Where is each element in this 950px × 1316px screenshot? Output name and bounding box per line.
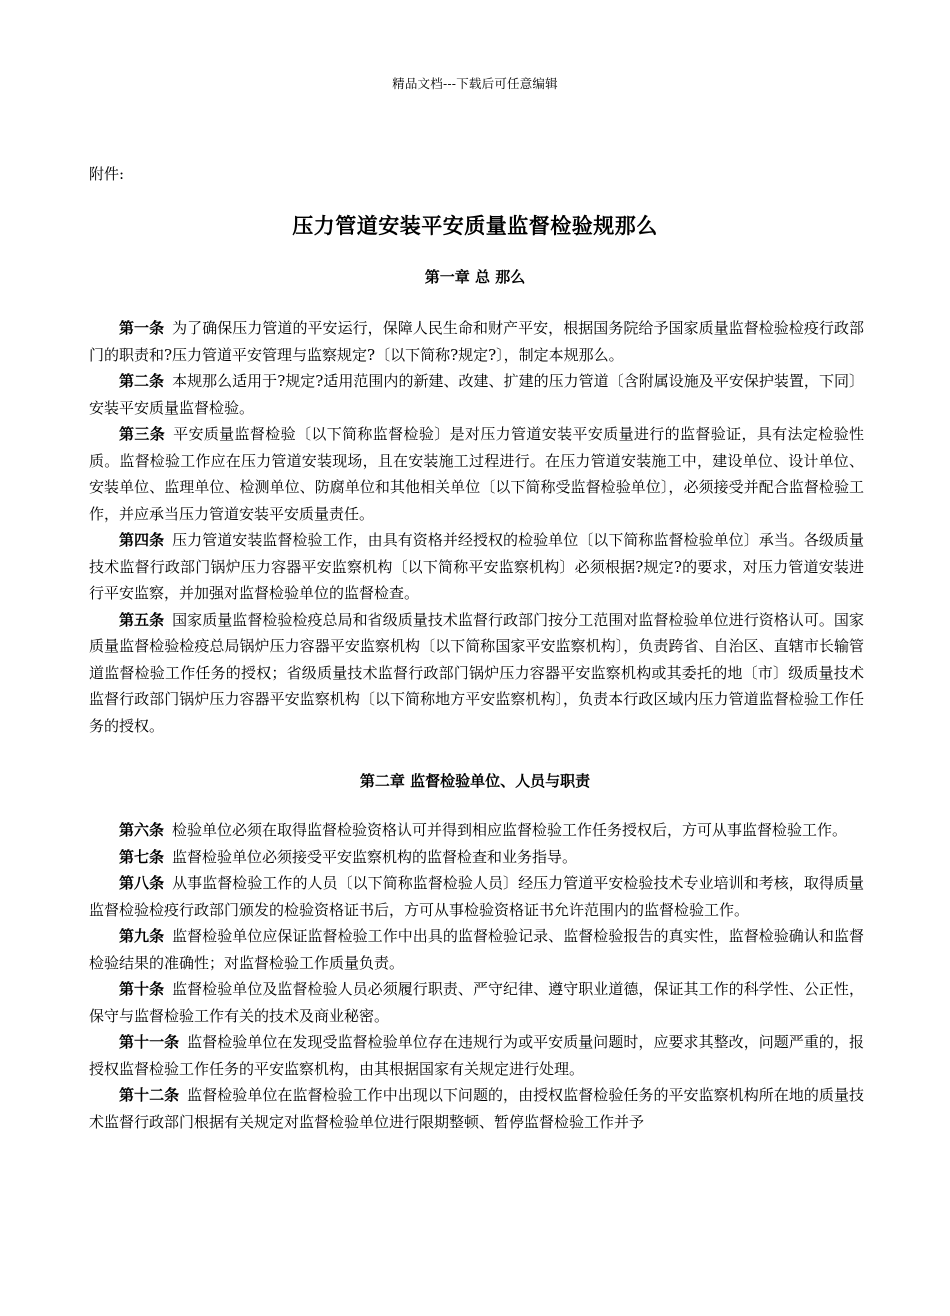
article <box>89 1082 864 1135</box>
article <box>89 923 864 976</box>
document-title: 压力管道安装平安质量监督检验规那么 <box>292 213 658 238</box>
article-text: 监督检验单位及监督检验人员必须履行职责、严守纪律、遵守职业道德，保证其工作的科学性、公正性，保守与监督检验工作有关的技术及商业秘密。 <box>89 980 864 1025</box>
article-label: 第八条 <box>119 874 165 892</box>
chapter-heading: 第一章 总 那么 <box>424 268 526 286</box>
article-text: 压力管道安装监督检验工作，由具有资格并经授权的检验单位〔以下简称监督检验单位〕承当。各级质量技术监督行政部门锅炉压力容器平安监察机构〔以下简称平安监察机构〕必须根据?规定?的要求，对压力管道安装进行平安监察，并加强对监督检验单位的监督检查。 <box>89 531 864 602</box>
article-text: 本规那么适用于?规定?适用范围内的新建、改建、扩建的压力管道〔含附属设施及平安保护装置，下同〕安装平安质量监督检验。 <box>89 372 864 417</box>
article-label: 第九条 <box>119 927 165 945</box>
article-label: 第十条 <box>119 980 165 998</box>
article-label: 第十一条 <box>119 1033 180 1051</box>
article-label: 第七条 <box>119 847 165 866</box>
chapter-1-articles <box>89 315 864 739</box>
article <box>89 527 864 607</box>
article-label: 第二条 <box>119 372 165 390</box>
chapter-heading: 第二章 监督检验单位、人员与职责 <box>359 772 591 790</box>
article-text: 监督检验单位在监督检验工作中出现以下问题的，由授权监督检验任务的平安监察机构所在地的质量技术监督行政部门根据有关规定对监督检验单位进行限期整顿、暂停监督检验工作并予 <box>89 1086 864 1131</box>
article-label: 第五条 <box>119 610 165 629</box>
article-text: 从事监督检验工作的人员〔以下简称监督检验人员〕经压力管道平安检验技术专业培训和考核，取得质量监督检验检疫行政部门颁发的检验资格证书后，方可从事检验资格证书允许范围内的监督检验工作。 <box>89 874 864 919</box>
chapter-2-articles <box>89 817 864 1135</box>
article-label: 第三条 <box>119 425 166 443</box>
article-label: 第一条 <box>119 319 165 337</box>
article <box>89 976 864 1029</box>
article-text: 监督检验单位应保证监督检验工作中出具的监督检验记录、监督检验报告的真实性，监督检验确认和监督检验结果的准确性；对监督检验工作质量负责。 <box>89 927 864 972</box>
article <box>89 817 864 844</box>
article-text: 平安质量监督检验〔以下简称监督检验〕是对压力管道安装平安质量进行的监督验证，具有法定检验性质。监督检验工作应在压力管道安装现场，且在安装施工过程进行。在压力管道安装施工中，建设单位、设计单位、安装单位、监理单位、检测单位、防腐单位和其他相关单位〔以下简称受监督检验单位〕，必须接受并配合监督检验工作，并应承当压力管道安装平安质量责任。 <box>89 425 864 523</box>
article <box>89 870 864 923</box>
header-note: 精品文档---下载后可任意编辑 <box>392 76 558 91</box>
article-text: 国家质量监督检验检疫总局和省级质量技术监督行政部门按分工范围对监督检验单位进行资格认可。国家质量监督检验检疫总局锅炉压力容器平安监察机构〔以下简称国家平安监察机构〕，负责跨省、自治区、直辖市长输管道监督检验工作任务的授权；省级质量技术监督行政部门锅炉压力容器平安监察机构或其委托的地〔市〕级质量技术监督行政部门锅炉压力容器平安监察机构〔以下简称地方平安监察机构〕，负责本行政区域内压力管道监督检验工作任务的授权。 <box>89 610 864 735</box>
article-text: 为了确保压力管道的平安运行，保障人民生命和财产平安，根据国务院给予国家质量监督检验检疫行政部门的职责和?压力管道平安管理与监察规定?〔以下简称?规定?〕，制定本规那么。 <box>89 319 864 364</box>
article <box>89 421 864 527</box>
article-text: 监督检验单位在发现受监督检验单位存在违规行为或平安质量问题时，应要求其整改，问题严重的，报授权监督检验工作任务的平安监察机构，由其根据国家有关规定进行处理。 <box>89 1033 864 1078</box>
article <box>89 607 864 740</box>
article-text: 检验单位必须在取得监督检验资格认可并得到相应监督检验工作任务授权后，方可从事监督检验工作。 <box>172 821 848 839</box>
article <box>89 1029 864 1082</box>
article <box>89 315 864 368</box>
attachment-label: 附件: <box>89 165 125 183</box>
article-label: 第十二条 <box>119 1086 180 1104</box>
article-label: 第六条 <box>119 821 165 839</box>
article-text: 监督检验单位必须接受平安监察机构的监督检查和业务指导。 <box>172 847 578 866</box>
article <box>89 844 864 871</box>
article <box>89 368 864 421</box>
article-label: 第四条 <box>119 531 165 549</box>
